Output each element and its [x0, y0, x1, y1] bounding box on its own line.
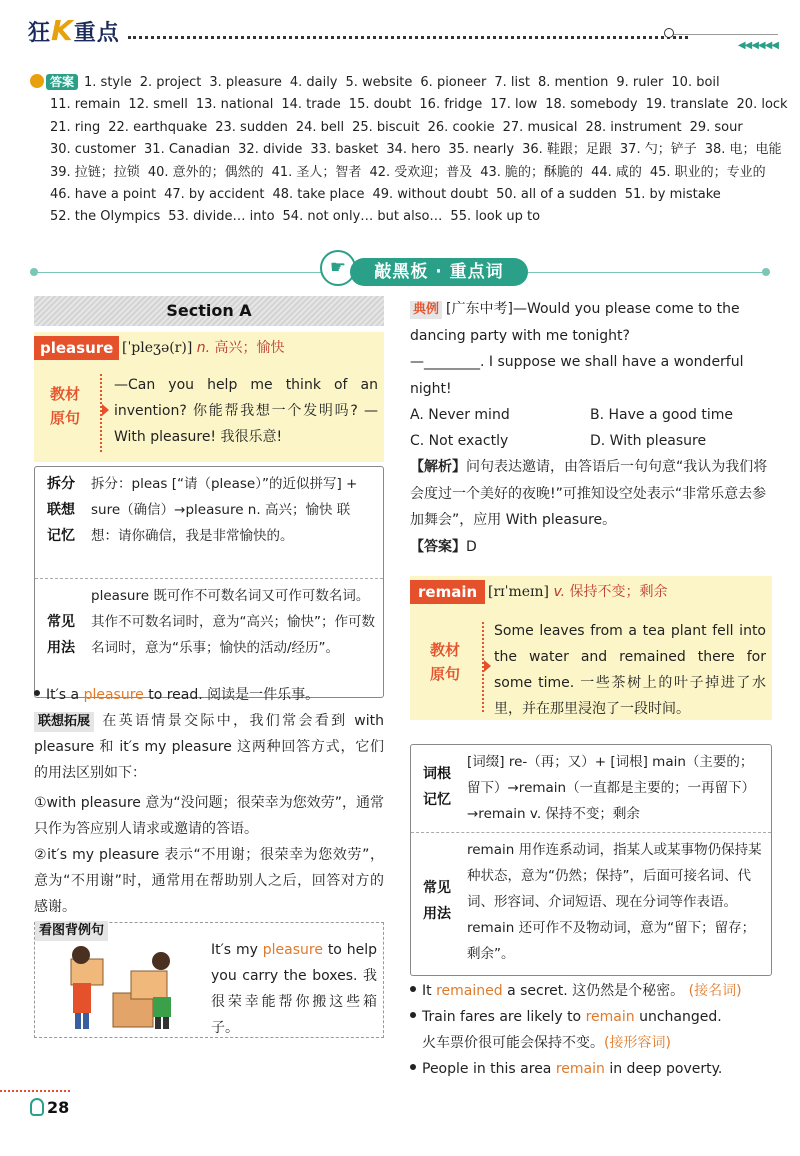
answer-row: [30, 94, 788, 116]
word-definition: [122, 336, 285, 360]
footer-rule: [0, 1090, 70, 1092]
answer-item: 25. biscuit: [352, 119, 420, 135]
answer-item: 35. nearly: [448, 142, 515, 158]
answer-item: 23. sudden: [215, 119, 288, 135]
answer-item: 18. somebody: [545, 97, 638, 113]
extension-text: 在英语情景交际中，我们常会看到 with pleasure 和 it′s my pleasure 这两种回答方式，它们的用法区别如下：: [34, 713, 384, 781]
answer-item: 40. 意外的；偶然的: [147, 164, 264, 180]
answer-item: 2. project: [139, 75, 202, 90]
meaning: 高兴；愉快: [214, 340, 285, 356]
answer-row: [30, 206, 770, 228]
left-column: [34, 296, 384, 1036]
part-of-speech: v.: [553, 584, 566, 600]
answer-item: 49. without doubt: [372, 187, 489, 203]
header-arrow-icons: ◀◀◀◀◀◀: [737, 40, 778, 51]
answer-item: 3. pleasure: [209, 75, 282, 90]
answer-item: 52. the Olympics: [50, 209, 161, 225]
picture-sentence: It′s my pleasure to help you carry the boxes. 我很荣幸能帮你搬这些箱子。: [211, 942, 377, 1036]
word-card-pleasure: [34, 332, 384, 462]
table-row: [35, 579, 383, 697]
answer-item: 22. earthquake: [108, 119, 208, 135]
header-circle: [664, 28, 674, 38]
table-row: [411, 833, 771, 975]
option-a: A. Never mind: [410, 407, 510, 423]
answer-item: 34. hero: [386, 142, 441, 158]
extension-item: ②it′s my pleasure 表示“不用谢；很荣幸为您效劳”，意为“不用谢”时，通常用在帮助别人之后，回答对方的感谢。: [34, 847, 384, 915]
answer-item: 47. by accident: [164, 187, 265, 203]
brand-logo: 狂K重点: [28, 14, 120, 47]
analysis-text: 问句表达邀请，由答语后一句句意“我认为我们将会度过一个美好的夜晚!”可推知设空处表示“非常乐意去参加舞会”，应用 With pleasure。: [410, 459, 768, 528]
answer-item: 19. translate: [645, 97, 729, 113]
answer-item: 55. look up to: [450, 209, 541, 225]
page-header: [28, 14, 788, 50]
phonetic: [ˈpleʒə(r)]: [122, 340, 193, 356]
part-of-speech: n.: [196, 340, 211, 356]
banner-title: 敲黑板 · 重点词: [350, 258, 528, 286]
table-row: [35, 467, 383, 579]
textbook-sentence: —Can you help me think of an invention? 你能帮我想一个发明吗? —With pleasure! 我很乐意!: [114, 377, 378, 445]
answer-item: 6. pioneer: [420, 75, 487, 90]
row-body: remain 用作连系动词，指某人或某事物仍保持某种状态，意为“仍然；保持”，后面可接名词、代词、形容词、介词短语、现在分词等作表语。remain 还可作不及物动词，意为“留下；留存；剩余”。: [467, 842, 762, 962]
example-tag: 典例: [410, 301, 442, 319]
word-card-remain: [410, 576, 772, 720]
answer-item: 36. 鞋跟；足跟: [522, 142, 612, 158]
option-c: C. Not exactly: [410, 433, 509, 449]
answer-item: 54. not only… but also…: [282, 209, 443, 225]
answer-item: 12. smell: [128, 97, 188, 113]
example-sentence: It remained a secret. 这仍然是个秘密。 (接名词): [410, 978, 772, 1005]
answer-item: 48. take place: [272, 187, 365, 203]
textbook-label: 教材 原句: [429, 641, 460, 683]
row-label: 拆分 联想 记忆: [47, 476, 75, 544]
meaning: 保持不变；剩余: [569, 584, 668, 600]
answer-item: 1. style: [84, 75, 132, 90]
header-rule: [668, 34, 778, 35]
pointing-hand-icon: ☛: [320, 250, 356, 286]
example-sentence: People in this area remain in deep poverty.: [410, 1056, 772, 1083]
row-body: 拆分：pleas [“请（please）”的近似拼写] + sure（确信）→pleasure n. 高兴；愉快 联想：请你确信，我是非常愉快的。: [91, 476, 358, 544]
kids-carrying-boxes-illustration: [51, 941, 191, 1033]
section-banner: [30, 250, 770, 290]
bulb-icon: [30, 74, 44, 88]
answer-row: [30, 184, 770, 206]
answer-item: 42. 受欢迎；普及: [369, 164, 473, 180]
answer-item: 16. fridge: [419, 97, 483, 113]
answer-item: 27. musical: [502, 119, 578, 135]
answer-value: D: [466, 539, 477, 555]
answer-item: 51. by mistake: [624, 187, 721, 203]
row-label: 常见 用法: [47, 614, 75, 656]
table-row: [411, 745, 771, 833]
memory-table: [410, 744, 772, 976]
answer-row: [30, 162, 770, 184]
answer-item: 44. 咸的: [591, 164, 642, 180]
example-translation: 火车票价很可能会保持不变。(接形容词): [422, 1035, 671, 1051]
row-label: 词根 记忆: [423, 766, 451, 808]
answer-row: [30, 139, 782, 161]
answer-item: 13. national: [195, 97, 274, 113]
answer-item: 37. 勺；铲子: [619, 142, 697, 158]
answer-item: 20. lock: [736, 97, 788, 113]
answer-item: 8. mention: [537, 75, 609, 90]
answer-item: 10. boil: [671, 75, 720, 90]
exam-question: [410, 296, 772, 349]
picture-example: [34, 922, 384, 1038]
answer-row: [30, 72, 770, 94]
answer-item: 17. low: [490, 97, 538, 113]
answer-tag: 【答案】: [410, 539, 466, 555]
answer-item: 5. website: [345, 75, 413, 90]
header-dotted-rule: [128, 36, 688, 39]
answer-item: 15. doubt: [348, 97, 412, 113]
answer-item: 38. 电；电能: [704, 142, 782, 158]
answer-item: 14. trade: [281, 97, 341, 113]
phonetic: [rɪˈmeɪn]: [488, 584, 549, 600]
row-body: [词缀] re-（再；又）+ [词根] main（主要的；留下）→remain（一直都是主要的；一再留下）→remain v. 保持不变；剩余: [467, 754, 756, 822]
banner-dot: [762, 268, 770, 276]
answer-item: 33. basket: [310, 142, 379, 158]
row-body: pleasure 既可作不可数名词又可作可数名词。其作不可数名词时，意为“高兴；愉快”；作可数名词时，意为“乐事；愉快的活动/经历”。: [91, 588, 375, 656]
answer-item: 46. have a point: [50, 187, 157, 203]
answer-item: 41. 圣人；智者: [271, 164, 362, 180]
page-number: 28: [30, 1098, 69, 1117]
answer-item: 39. 拉链；拉锁: [50, 164, 140, 180]
example-sentence: Train fares are likely to remain unchanged.: [410, 1004, 772, 1031]
answer-row: [30, 117, 770, 139]
textbook-sentence: Some leaves from a tea plant fell into the water and remained there for some time. 一些茶树上的叶子掉进了水里，并在那里浸泡了一段时间。: [494, 623, 766, 717]
answer-item: 53. divide… into: [168, 209, 275, 225]
answer-item: 7. list: [494, 75, 530, 90]
analysis-tag: 【解析】: [410, 459, 466, 475]
answer-item: 26. cookie: [427, 119, 495, 135]
arrow-icon: [484, 660, 491, 672]
row-label: 常见 用法: [423, 880, 451, 922]
answer-item: 21. ring: [50, 119, 101, 135]
answer-item: 29. sour: [689, 119, 743, 135]
answer-key: [30, 72, 788, 229]
arrow-icon: [102, 404, 109, 416]
extension-note: [34, 708, 384, 786]
answer: [410, 534, 772, 561]
analysis: [410, 454, 772, 534]
option-d: D. With pleasure: [590, 433, 707, 449]
question-text: —Would you please come to the dancing party with me tonight?: [410, 301, 740, 344]
answer-item: 32. divide: [238, 142, 303, 158]
answer-item: 9. ruler: [616, 75, 664, 90]
memory-table: [34, 466, 384, 698]
word-definition: [488, 580, 668, 604]
answer-item: 30. customer: [50, 142, 137, 158]
answer-item: 31. Canadian: [144, 142, 231, 158]
answer-item: 45. 职业的；专业的: [649, 164, 766, 180]
word-tag: remain: [410, 580, 485, 604]
answer-item: 24. bell: [295, 119, 345, 135]
answer-item: 43. 脆的；酥脆的: [480, 164, 584, 180]
section-title: Section A: [34, 296, 384, 326]
option-b: B. Have a good time: [590, 407, 733, 423]
answer-item: 11. remain: [50, 97, 121, 113]
banner-dot: [30, 268, 38, 276]
answer-item: 4. daily: [289, 75, 338, 90]
extension-item: ①with pleasure 意为“没问题；很荣幸为您效劳”，通常只作为答应别人请求或邀请的答语。: [34, 795, 384, 837]
answer-item: 50. all of a sudden: [496, 187, 617, 203]
example-sentence: It′s a pleasure to read. 阅读是一件乐事。: [34, 682, 319, 708]
exam-source: [广东中考]: [446, 301, 513, 317]
bulb-icon: [30, 1098, 44, 1116]
extension-tag: 联想拓展: [34, 712, 94, 732]
answer-badge: 答案: [46, 74, 78, 90]
picture-tag: 看图背例句: [35, 921, 108, 941]
textbook-label: 教材 原句: [49, 385, 80, 427]
question-blank: —________. I suppose we shall have a wonderful night!: [410, 354, 744, 397]
word-tag: pleasure: [34, 336, 119, 360]
answer-item: 28. instrument: [585, 119, 682, 135]
